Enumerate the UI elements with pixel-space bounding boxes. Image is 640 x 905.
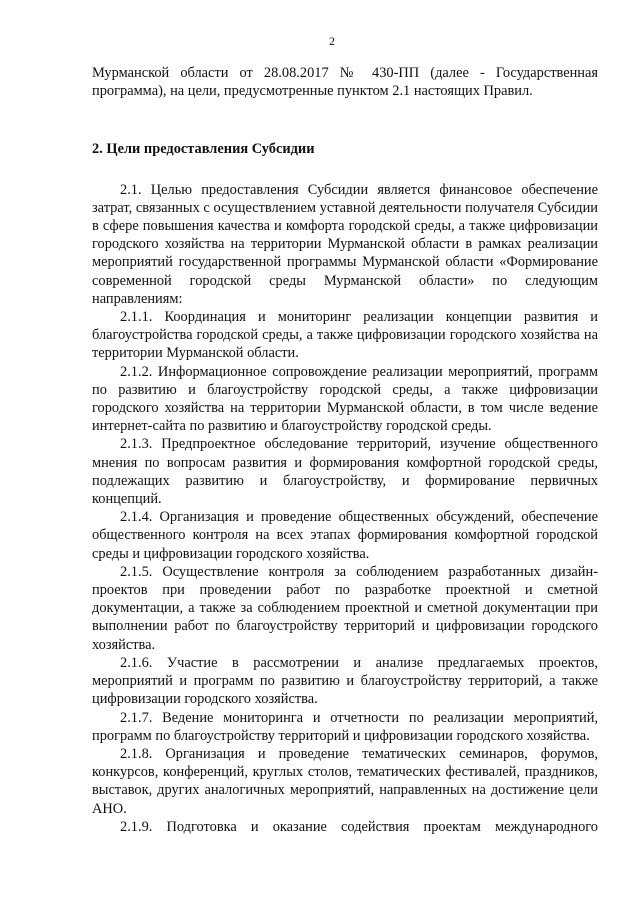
page-number: 2 [329, 34, 335, 48]
paragraph-2-1-8: 2.1.8. Организация и проведение тематических семинаров, форумов, конкурсов, конференций, круглых столов, тематических фестивалей, праздников, выставок, других аналогичных мероприятий, направленных на достижение цели АНО. [92, 745, 598, 817]
paragraph-2-1-6: 2.1.6. Участие в рассмотрении и анализе предлагаемых проектов, мероприятий и программ по развитию и благоустройству территорий, а также цифровизации городского хозяйства. [92, 654, 598, 708]
paragraph-2-1-1: 2.1.1. Координация и мониторинг реализации концепции развития и благоустройства городской среды, а также цифровизации городского хозяйства на территории Мурманской области. [92, 309, 598, 362]
section-heading: 2. Цели предоставления Субсидии [92, 141, 315, 158]
paragraph-2-1: 2.1. Целью предоставления Субсидии является финансовое обеспечение затрат, связанных с осуществлением уставной деятельности получателя Субсидии в сфере повышения качества и комфорта городской среды, а также цифровизации городского хозяйства на территории Мурманской области в рамках реализации мероприятий государственной программы Мурманской области «Формирование современной городской среды Мурманской области» по следующим направлениям: [92, 181, 598, 307]
paragraph-2-1-9: 2.1.9. Подготовка и оказание содействия проектам международного [120, 818, 598, 835]
intro-paragraph: Мурманской области от 28.08.2017 № 430-ПП (далее - Государственная программа), на цели, предусмотренные пунктом 2.1 настоящих Правил. [92, 65, 598, 100]
paragraph-2-1-4: 2.1.4. Организация и проведение общественных обсуждений, обеспечение общественного контроля на всех этапах формирования комфортной городской среды и цифровизации городского хозяйства. [92, 509, 598, 562]
paragraph-2-1-7: 2.1.7. Ведение мониторинга и отчетности по реализации мероприятий, программ по благоустройству территорий и цифровизации городского хозяйства. [92, 709, 598, 744]
paragraph-2-1-3: 2.1.3. Предпроектное обследование территорий, изучение общественного мнения по вопросам развития и формирования комфортной городской среды, подлежащих развитию и благоустройству, и формирование первичных концепций. [92, 436, 598, 508]
document-body [92, 64, 598, 836]
paragraph-2-1-5: 2.1.5. Осуществление контроля за соблюдением разработанных дизайн-проектов при проведении работ по разработке проектной и сметной документации, а также за соблюдением проектной и сметной документации при выполнении работ по благоустройству территорий и цифровизации городского хозяйства. [92, 563, 598, 653]
paragraph-2-1-2: 2.1.2. Информационное сопровождение реализации мероприятий, программ по развитию и благоустройству городской среды, а также цифровизации городского хозяйства на территории Мурманской области, в том числе ведение интернет-сайта по развитию и благоустройству городской среды. [92, 363, 598, 435]
